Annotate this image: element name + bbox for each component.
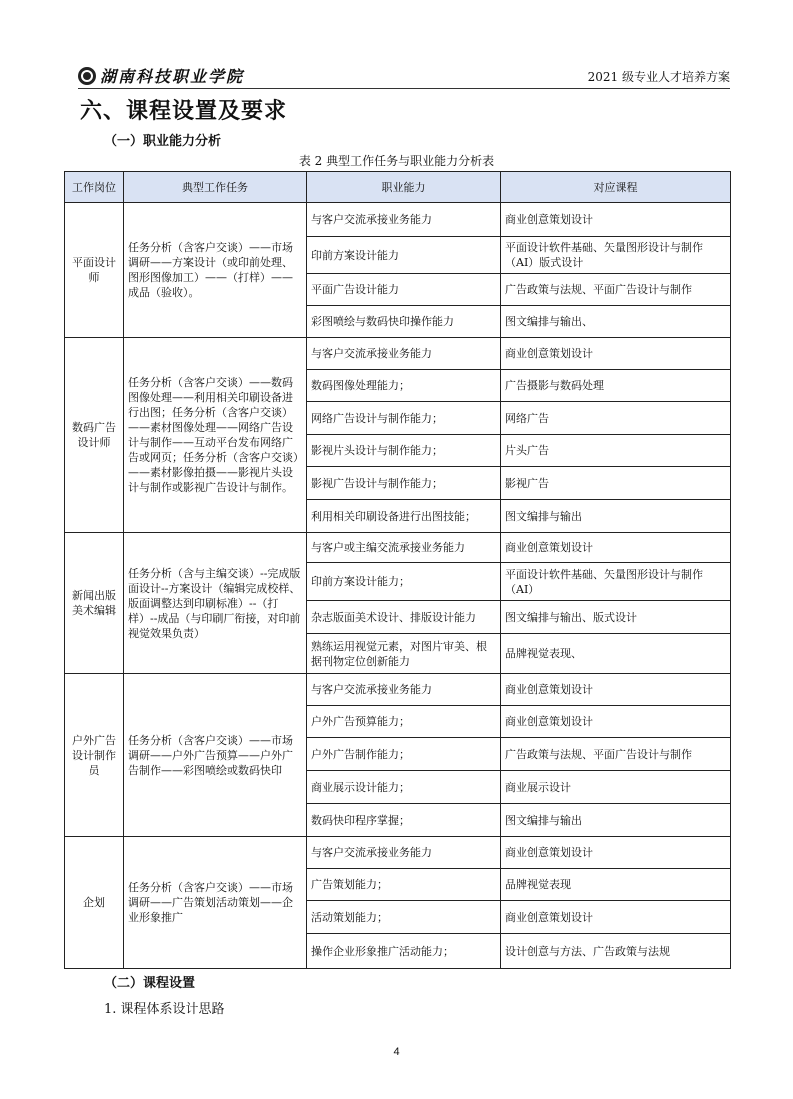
course-cell: 品牌视觉表现 <box>501 869 731 901</box>
task-cell: 任务分析（含客户交谈）——市场调研——方案设计（或印前处理、图形图像加工）——（打样）——成品（验收）。 <box>124 203 307 338</box>
school-logo-text: 湖南科技职业学院 <box>100 67 245 86</box>
course-cell: 商业创意策划设计 <box>501 901 731 934</box>
task-cell: 任务分析（含客户交谈）——数码图像处理——利用相关印刷设备进行出图；任务分析（含客户交谈）——素材图像处理——网络广告设计与制作——互动平台发布网络广告或网页；任务分析（含客户交谈）——素材影像拍摄——影视片头设计与制作或影视广告设计与制作。 <box>124 338 307 533</box>
task-cell: 任务分析（含客户交谈）——市场调研——广告策划活动策划——企业形象推广 <box>124 837 307 969</box>
section-title: 六、课程设置及要求 <box>80 99 288 124</box>
ability-cell: 与客户交流承接业务能力 <box>307 203 501 237</box>
ability-cell: 户外广告制作能力； <box>307 738 501 771</box>
table-caption: 表 2 典型工作任务与职业能力分析表 <box>298 154 495 168</box>
header-post: 工作岗位 <box>65 172 124 203</box>
post-cell: 企划 <box>65 837 124 969</box>
course-cell: 广告政策与法规、平面广告设计与制作 <box>501 738 731 771</box>
course-cell: 商业创意策划设计 <box>501 706 731 738</box>
ability-cell: 与客户交流承接业务能力 <box>307 338 501 370</box>
ability-cell: 彩图喷绘与数码快印操作能力 <box>307 306 501 338</box>
document-title: 2021 级专业人才培养方案 <box>587 70 730 84</box>
item-title-curriculum-design: 1. 课程体系设计思路 <box>104 1002 225 1017</box>
course-cell: 图文编排与输出 <box>501 804 731 837</box>
subsection-title-course-setup: （二）课程设置 <box>104 976 196 991</box>
ability-cell: 影视广告设计与制作能力； <box>307 467 501 500</box>
course-cell: 商业创意策划设计 <box>501 533 731 563</box>
table-row <box>65 338 731 370</box>
course-cell: 品牌视觉表现、 <box>501 634 731 674</box>
ability-cell: 网络广告设计与制作能力； <box>307 402 501 435</box>
ability-cell: 熟练运用视觉元素，对图片审美、根据刊物定位创新能力 <box>307 634 501 674</box>
course-cell: 广告摄影与数码处理 <box>501 370 731 402</box>
course-cell: 商业创意策划设计 <box>501 203 731 237</box>
course-cell: 广告政策与法规、平面广告设计与制作 <box>501 274 731 306</box>
ability-cell: 数码图像处理能力； <box>307 370 501 402</box>
course-cell: 图文编排与输出 <box>501 500 731 533</box>
school-logo <box>78 64 244 87</box>
header-task: 典型工作任务 <box>124 172 307 203</box>
task-cell: 任务分析（含客户交谈）——市场调研——户外广告预算——户外广告制作——彩图喷绘或数码快印 <box>124 674 307 837</box>
course-cell: 片头广告 <box>501 435 731 467</box>
header-ability: 职业能力 <box>307 172 501 203</box>
post-cell: 数码广告设计师 <box>65 338 124 533</box>
post-cell: 户外广告设计制作员 <box>65 674 124 837</box>
table-row <box>65 533 731 563</box>
course-cell: 影视广告 <box>501 467 731 500</box>
school-seal-icon <box>78 67 96 85</box>
ability-cell: 与客户或主编交流承接业务能力 <box>307 533 501 563</box>
subsection-title-ability-analysis: （一）职业能力分析 <box>104 134 222 149</box>
course-cell: 图文编排与输出、版式设计 <box>501 601 731 634</box>
course-cell: 平面设计软件基础、矢量图形设计与制作（AI） <box>501 563 731 601</box>
page-header <box>78 62 730 89</box>
course-cell: 设计创意与方法、广告政策与法规 <box>501 934 731 969</box>
course-cell: 平面设计软件基础、矢量图形设计与制作（AI）版式设计 <box>501 237 731 274</box>
course-cell: 商业创意策划设计 <box>501 837 731 869</box>
header-course: 对应课程 <box>501 172 731 203</box>
course-cell: 图文编排与输出、 <box>501 306 731 338</box>
post-cell: 平面设计师 <box>65 203 124 338</box>
ability-cell: 操作企业形象推广活动能力； <box>307 934 501 969</box>
ability-cell: 户外广告预算能力； <box>307 706 501 738</box>
ability-analysis-table <box>64 171 731 969</box>
ability-cell: 数码快印程序掌握； <box>307 804 501 837</box>
course-cell: 商业创意策划设计 <box>501 338 731 370</box>
page-number: 4 <box>393 1046 400 1058</box>
course-cell: 网络广告 <box>501 402 731 435</box>
table-row <box>65 837 731 869</box>
ability-cell: 与客户交流承接业务能力 <box>307 674 501 706</box>
ability-cell: 印前方案设计能力； <box>307 563 501 601</box>
table-header-row <box>65 172 731 203</box>
ability-cell: 活动策划能力； <box>307 901 501 934</box>
ability-cell: 影视片头设计与制作能力； <box>307 435 501 467</box>
ability-cell: 利用相关印刷设备进行出图技能； <box>307 500 501 533</box>
ability-cell: 商业展示设计能力； <box>307 771 501 804</box>
ability-cell: 印前方案设计能力 <box>307 237 501 274</box>
ability-cell: 杂志版面美术设计、排版设计能力 <box>307 601 501 634</box>
post-cell: 新闻出版美术编辑 <box>65 533 124 674</box>
table-row <box>65 674 731 706</box>
task-cell: 任务分析（含与主编交谈）--完成版面设计--方案设计（编辑完成校样、版面调整达到印刷标准）--（打样）--成品（与印刷厂衔接，对印前视觉效果负责） <box>124 533 307 674</box>
course-cell: 商业展示设计 <box>501 771 731 804</box>
ability-cell: 与客户交流承接业务能力 <box>307 837 501 869</box>
ability-cell: 广告策划能力； <box>307 869 501 901</box>
table-row <box>65 203 731 237</box>
ability-cell: 平面广告设计能力 <box>307 274 501 306</box>
course-cell: 商业创意策划设计 <box>501 674 731 706</box>
